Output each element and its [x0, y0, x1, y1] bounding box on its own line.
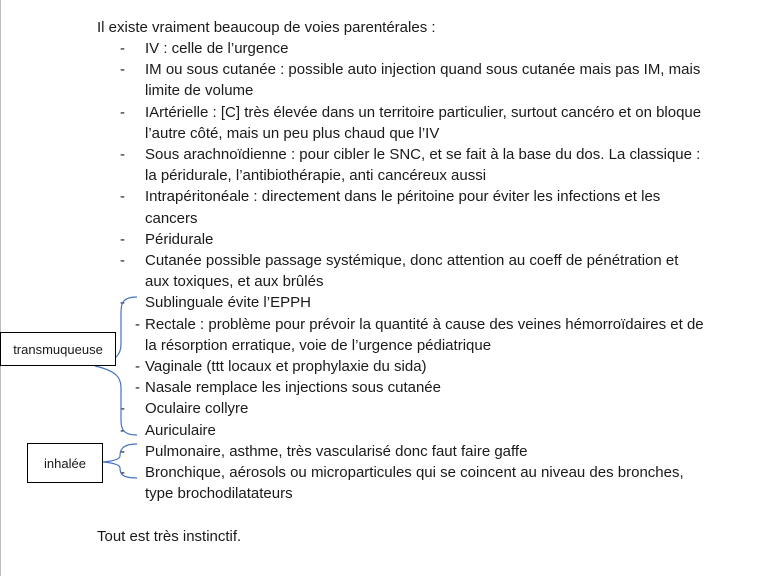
closing-paragraph: Tout est très instinctif. [97, 528, 242, 545]
list-item [0, 441, 705, 462]
list-item [0, 59, 705, 101]
list-item [0, 250, 705, 292]
bullet-dash: - [120, 294, 125, 312]
inhalee-label: inhalée [44, 455, 86, 471]
bullet-dash: - [120, 400, 125, 418]
bullet-dash: - [120, 146, 125, 164]
intro-paragraph: Il existe vraiment beaucoup de voies parentérales : [97, 19, 436, 36]
list-item-text: Oculaire collyre [145, 400, 249, 418]
bullet-dash: - [120, 40, 125, 57]
bullet-dash: - [120, 188, 125, 206]
list-item [0, 186, 705, 228]
list-item-text: Sous arachnoïdienne : pour cibler le SNC, et se fait à la base du dos. La classique : la péridurale, l’antibiothérapie, anti cancéreux aussi [145, 146, 701, 185]
list-item-text: Nasale remplace les injections sous cutanée [145, 379, 441, 397]
list-item-text: Péridurale [145, 230, 214, 248]
bullet-dash: - [135, 315, 140, 333]
list-item [0, 420, 705, 441]
list-item-text: Sublinguale évite l’EPPH [145, 294, 311, 312]
list-item [0, 377, 705, 398]
list-item-text: Auriculaire [145, 421, 216, 439]
list-item [0, 292, 705, 313]
transmuqueuse-label: transmuqueuse [13, 341, 103, 357]
list-item-text: Rectale : problème pour prévoir la quantité à cause des veines hémorroïdaires et de la résorption erratique, voie de l’urgence pédiatrique [145, 315, 704, 354]
bullet-dash: - [120, 421, 125, 439]
list-item-text: IV : celle de l’urgence [145, 40, 289, 57]
list-item-text: Vaginale (ttt locaux et prophylaxie du sida) [145, 358, 427, 376]
list-item [0, 102, 705, 144]
bullet-dash: - [120, 464, 125, 482]
list-item [0, 229, 705, 250]
list-item [0, 38, 705, 59]
list-item [0, 398, 705, 419]
bullet-dash: - [120, 61, 125, 79]
list-item-text: Cutanée possible passage systémique, donc attention au coeff de pénétration et aux toxiques, et aux brûlés [145, 252, 679, 291]
bullet-dash: - [135, 358, 140, 376]
list-item [0, 144, 705, 186]
bullet-dash: - [135, 379, 140, 397]
list-item-text: Intrapéritonéale : directement dans le péritoine pour éviter les infections et les cancers [145, 188, 661, 227]
routes-list [0, 38, 772, 504]
list-item-text: Pulmonaire, asthme, très vascularisé donc faut faire gaffe [145, 442, 528, 460]
bullet-dash: - [120, 230, 125, 248]
list-item-text: IArtérielle : [C] très élevée dans un territoire particulier, surtout cancéro et on bloque l’autre côté, mais un peu plus chaud que l’IV [145, 103, 702, 142]
list-item-text: IM ou sous cutanée : possible auto injection quand sous cutanée mais pas IM, mais limite de volume [145, 61, 701, 100]
list-item [0, 462, 705, 504]
inhalee-label-box [27, 443, 103, 483]
bullet-dash: - [120, 442, 125, 460]
list-item-text: Bronchique, aérosols ou microparticules qui se coincent au niveau des bronches, type brochodilatateurs [145, 464, 684, 503]
transmuqueuse-label-box [0, 332, 116, 366]
bullet-dash: - [120, 103, 125, 121]
bullet-dash: - [120, 252, 125, 270]
